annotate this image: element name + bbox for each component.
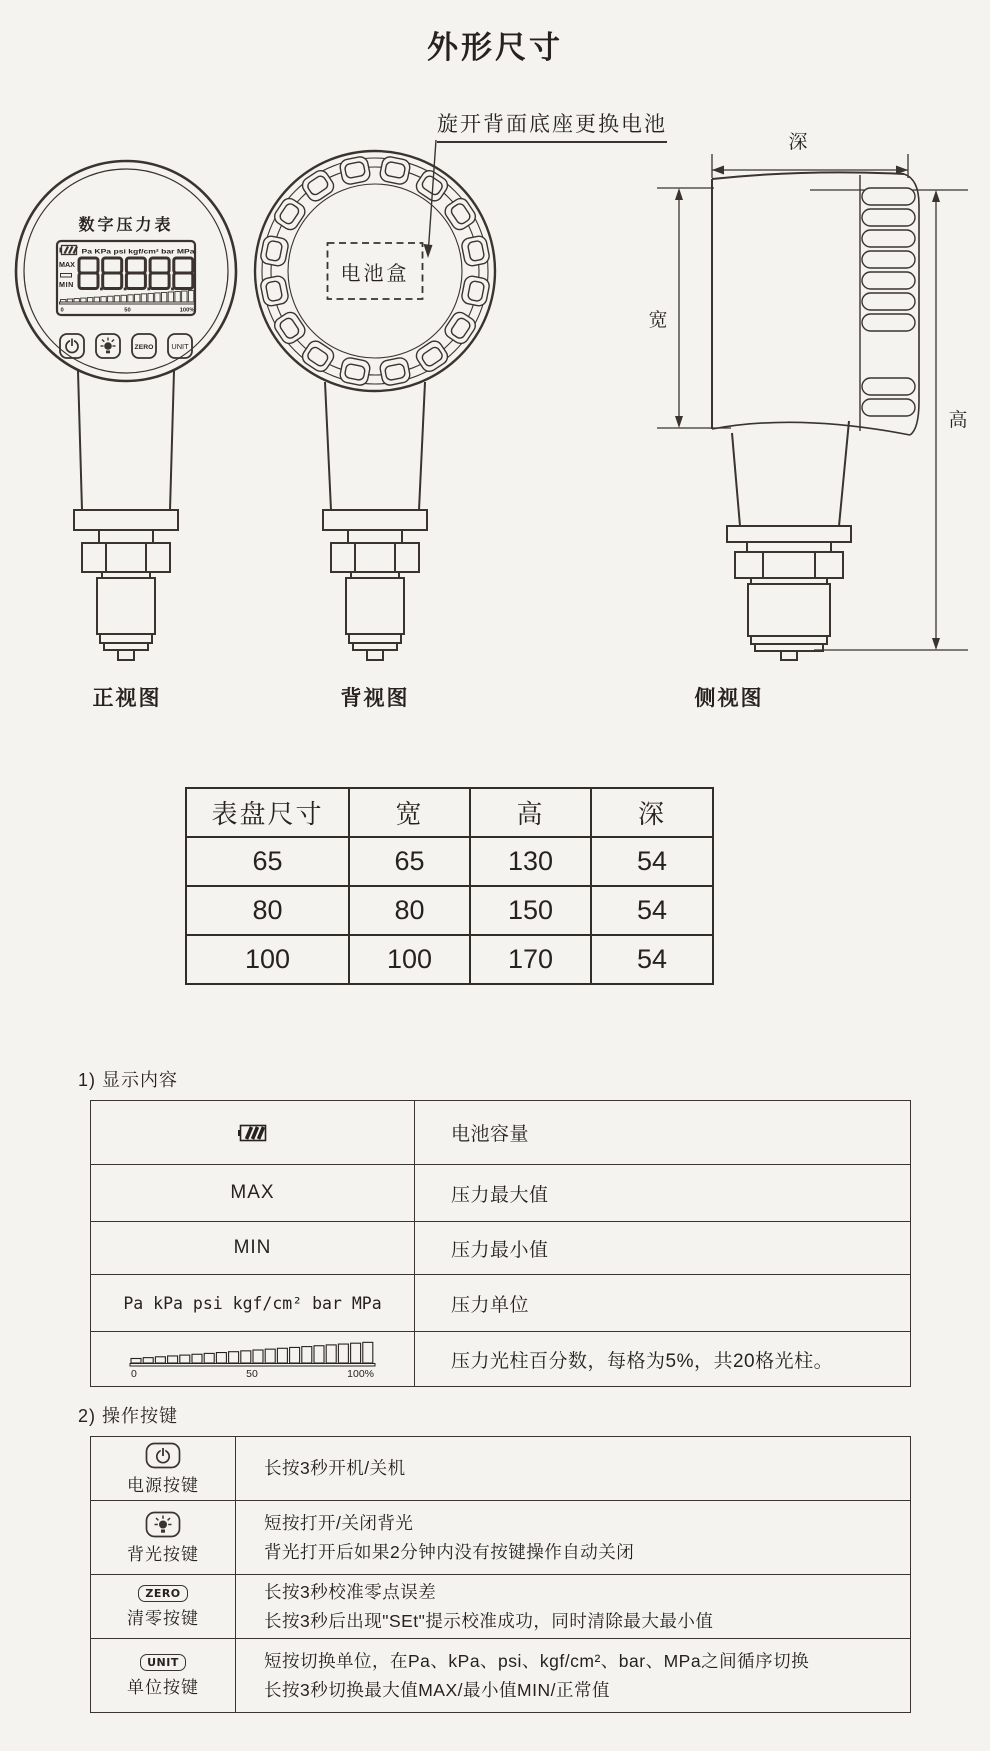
- bar-desc: 压力光柱百分数，每格为5%，共20格光柱。: [415, 1332, 911, 1387]
- bar-scale-50: 50: [245, 1368, 258, 1380]
- power-key-icon: [145, 1442, 181, 1469]
- lcd-max-label: MAX: [59, 260, 75, 269]
- cell: 100: [186, 935, 349, 984]
- col-height: 高: [470, 788, 591, 837]
- col-dial-size: 表盘尺寸: [186, 788, 349, 837]
- display-row-bargraph: [91, 1332, 911, 1387]
- back-connector: [323, 382, 427, 660]
- display-row-battery: [91, 1101, 911, 1165]
- page-title: 外形尺寸: [427, 30, 563, 65]
- front-connector: [74, 371, 178, 660]
- cell: 54: [591, 886, 713, 935]
- lcd-scale-50: 50: [124, 307, 131, 314]
- key-desc-line: 长按3秒切换最大值MAX/最小值MIN/正常值: [264, 1679, 610, 1700]
- display-row-max: [91, 1165, 911, 1222]
- table-row: [186, 886, 713, 935]
- cell: 100: [349, 935, 470, 984]
- back-view-label: 背视图: [340, 687, 410, 710]
- depth-label: 深: [788, 132, 808, 153]
- key-desc-line: 长按3秒后出现"SEt"提示校准成功，同时清除最大最小值: [264, 1610, 714, 1631]
- bar-graph-icon: [122, 1338, 384, 1380]
- lcd-min-label: MIN: [59, 280, 74, 289]
- width-label: 宽: [648, 310, 668, 331]
- key-desc-line: 长按3秒校准零点误差: [264, 1582, 437, 1603]
- front-view-label: 正视图: [92, 687, 162, 710]
- key-desc-line: 短按打开/关闭背光: [264, 1513, 414, 1534]
- battery-desc: 电池容量: [415, 1101, 911, 1165]
- front-view-drawing: [8, 146, 248, 676]
- zero-button-label: ZERO: [134, 344, 154, 351]
- battery-note: 旋开背面底座更换电池: [437, 108, 667, 143]
- table-row: [186, 837, 713, 886]
- cell: 65: [186, 837, 349, 886]
- key-row-backlight: [91, 1501, 911, 1575]
- product-name: 数字压力表: [78, 217, 174, 234]
- cell: 80: [349, 886, 470, 935]
- keys-table: [90, 1436, 911, 1713]
- key-name: 电源按键: [127, 1475, 199, 1495]
- col-depth: 深: [591, 788, 713, 837]
- back-view-drawing: [247, 140, 503, 676]
- cell: 80: [186, 886, 349, 935]
- display-row-min: [91, 1222, 911, 1275]
- min-symbol: MIN: [91, 1222, 415, 1275]
- min-desc: 压力最小值: [415, 1222, 911, 1275]
- height-label: 高: [948, 410, 968, 431]
- table-row: [186, 935, 713, 984]
- section-2-title: 2) 操作按键: [78, 1406, 179, 1426]
- zero-key-chip: ZERO: [138, 1585, 187, 1602]
- battery-box-label: 电池盒: [340, 263, 410, 285]
- unit-button-label: UNIT: [171, 342, 189, 352]
- lcd-units: Pa KPa psi kgf/cm² bar MPa: [81, 248, 196, 256]
- cell: 170: [470, 935, 591, 984]
- side-view-drawing: [628, 128, 990, 673]
- side-ribs: [862, 188, 915, 416]
- max-symbol: MAX: [91, 1165, 415, 1222]
- section-1-title: 1) 显示内容: [78, 1070, 179, 1090]
- key-name: 清零按键: [127, 1609, 199, 1628]
- side-view-label: 侧视图: [694, 687, 764, 710]
- battery-note-arrow: [416, 138, 446, 263]
- key-row-zero: [91, 1575, 911, 1639]
- side-connector: [727, 421, 851, 660]
- key-desc-line: 背光打开后如果2分钟内没有按键操作自动关闭: [264, 1541, 635, 1562]
- cell: 130: [470, 837, 591, 886]
- dimension-table: [185, 787, 714, 985]
- key-name: 单位按键: [127, 1678, 199, 1697]
- display-row-units: [91, 1275, 911, 1332]
- key-row-power: [91, 1437, 911, 1501]
- display-table: [90, 1100, 911, 1387]
- key-desc-line: 长按3秒开机/关机: [264, 1458, 406, 1479]
- max-desc: 压力最大值: [415, 1165, 911, 1222]
- dimension-table-header-row: [186, 788, 713, 837]
- cell: 54: [591, 935, 713, 984]
- unit-key-chip: UNIT: [140, 1654, 186, 1671]
- depth-dimension: [712, 154, 908, 178]
- key-desc-line: 短按切换单位，在Pa、kPa、psi、kgf/cm²、bar、MPa之间循序切换: [264, 1651, 810, 1672]
- bar-scale-100: 100%: [346, 1368, 374, 1380]
- key-row-unit: [91, 1639, 911, 1713]
- lcd-scale-0: 0: [60, 307, 64, 314]
- cell: 54: [591, 837, 713, 886]
- side-body: [712, 172, 919, 435]
- col-width: 宽: [349, 788, 470, 837]
- key-name: 背光按键: [127, 1544, 199, 1564]
- cell: 65: [349, 837, 470, 886]
- lcd-scale-100: 100%: [179, 307, 195, 314]
- units-symbol: Pa kPa psi kgf/cm² bar MPa: [91, 1275, 415, 1332]
- backlight-key-icon: [145, 1511, 181, 1538]
- width-dimension: [657, 188, 731, 428]
- units-desc: 压力单位: [415, 1275, 911, 1332]
- bar-scale-0: 0: [130, 1368, 137, 1380]
- cell: 150: [470, 886, 591, 935]
- battery-icon: [237, 1123, 269, 1143]
